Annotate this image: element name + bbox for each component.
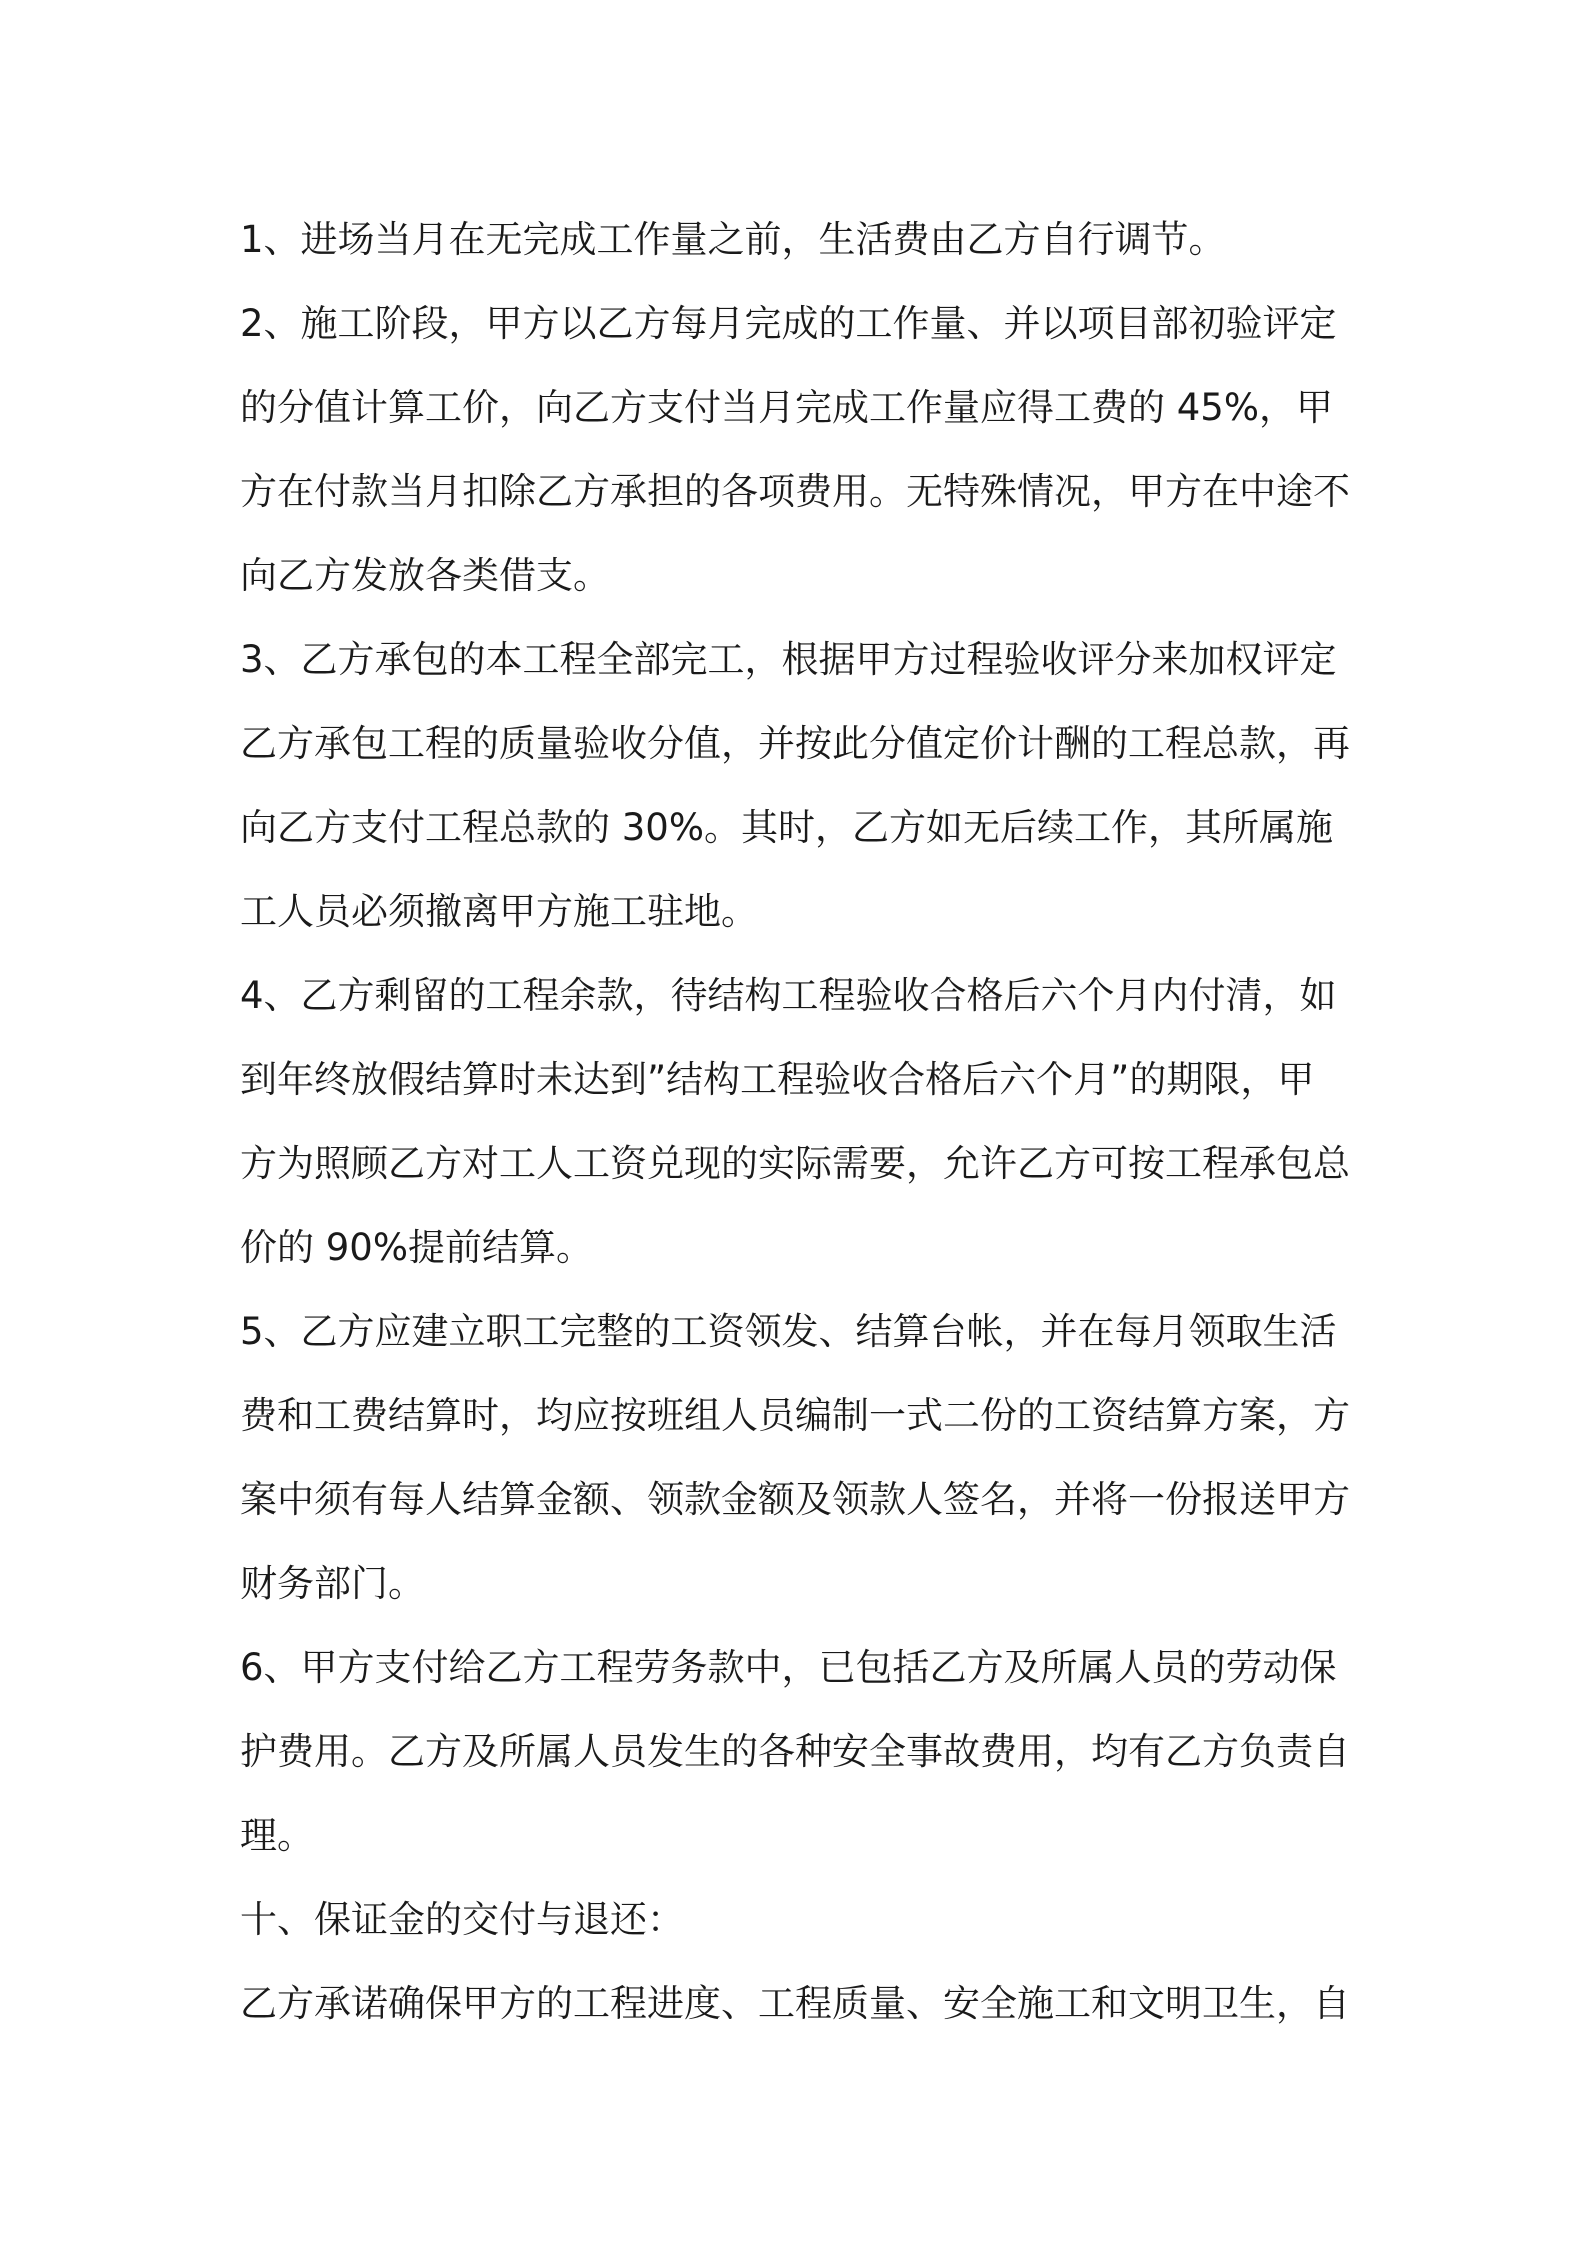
text-line: 方在付款当月扣除乙方承担的各项费用。无特殊情况，甲方在中途不 <box>240 470 1350 513</box>
section-heading: 十、保证金的交付与退还： <box>240 1898 684 1941</box>
text-line: 费和工费结算时，均应按班组人员编制一式二份的工资结算方案，方 <box>240 1394 1350 1437</box>
text-line: 2、施工阶段，甲方以乙方每月完成的工作量、并以项目部初验评定 <box>240 302 1337 345</box>
text-line: 向乙方发放各类借支。 <box>240 554 610 597</box>
text-line: 向乙方支付工程总款的 30%。其时，乙方如无后续工作，其所属施 <box>240 806 1333 849</box>
text-line: 工人员必须撤离甲方施工驻地。 <box>240 890 758 933</box>
text-line: 理。 <box>240 1814 314 1857</box>
text-line: 1、进场当月在无完成工作量之前，生活费由乙方自行调节。 <box>240 218 1226 261</box>
text-line: 6、甲方支付给乙方工程劳务款中，已包括乙方及所属人员的劳动保 <box>240 1646 1337 1689</box>
text-line: 护费用。乙方及所属人员发生的各种安全事故费用，均有乙方负责自 <box>240 1730 1350 1773</box>
text-line: 价的 90%提前结算。 <box>240 1226 593 1269</box>
text-line: 方为照顾乙方对工人工资兑现的实际需要，允许乙方可按工程承包总 <box>240 1142 1350 1185</box>
text-line: 财务部门。 <box>240 1562 425 1605</box>
text-line: 乙方承包工程的质量验收分值，并按此分值定价计酬的工程总款，再 <box>240 722 1350 765</box>
text-line: 到年终放假结算时未达到”结构工程验收合格后六个月”的期限，甲 <box>240 1058 1315 1101</box>
text-line: 乙方承诺确保甲方的工程进度、工程质量、安全施工和文明卫生，自 <box>240 1982 1350 2025</box>
text-line: 5、乙方应建立职工完整的工资领发、结算台帐，并在每月领取生活 <box>240 1310 1337 1353</box>
text-line: 3、乙方承包的本工程全部完工，根据甲方过程验收评分来加权评定 <box>240 638 1337 681</box>
text-line: 案中须有每人结算金额、领款金额及领款人签名，并将一份报送甲方 <box>240 1478 1350 1521</box>
text-line: 的分值计算工价，向乙方支付当月完成工作量应得工费的 45%，甲 <box>240 386 1333 429</box>
document-body <box>240 198 1355 2046</box>
text-line: 4、乙方剩留的工程余款，待结构工程验收合格后六个月内付清，如 <box>240 974 1337 1017</box>
